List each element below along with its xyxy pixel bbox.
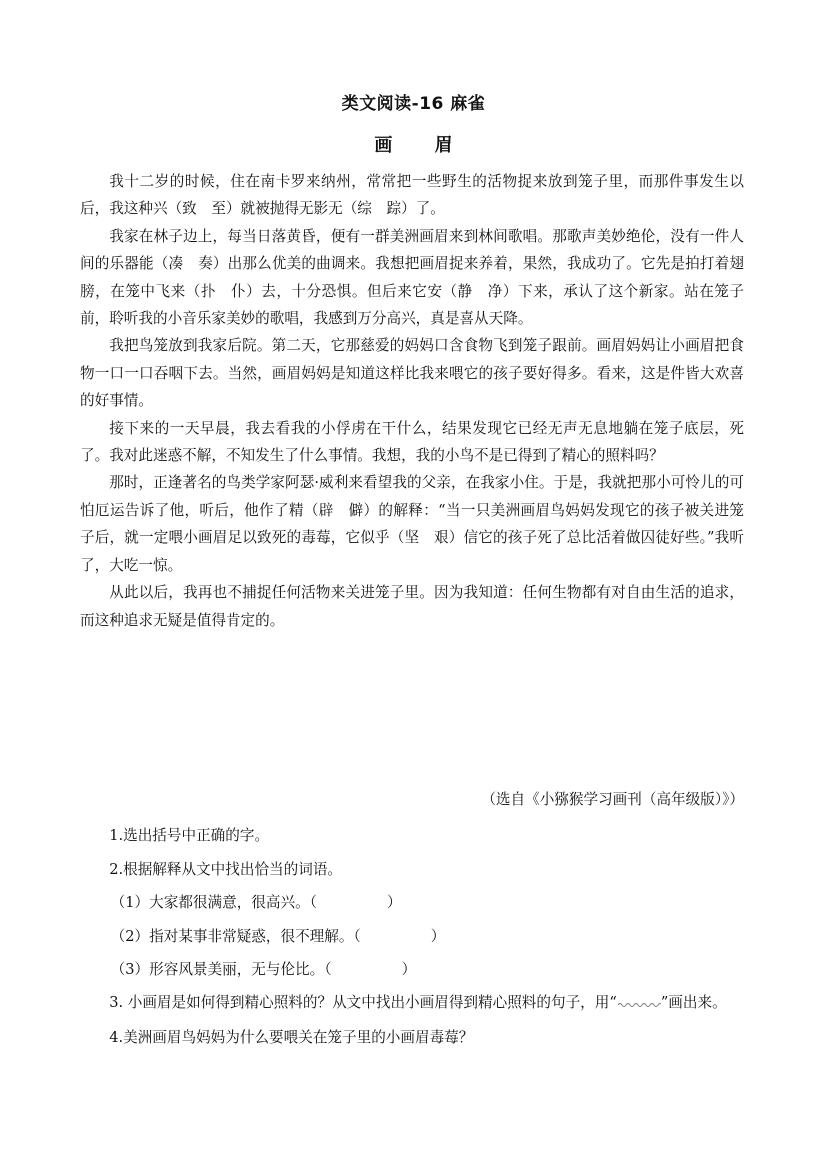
story-paragraph: 我十二岁的时候，住在南卡罗来纳州，常常把一些野生的活物捉来放到笼子里，而那件事发生以后，我这种兴（致 至）就被抛得无影无（综 踪）了。 <box>80 173 744 218</box>
question-2-item-2 <box>80 920 744 954</box>
close-paren: ） <box>401 961 417 978</box>
question-4: 4.美洲画眉鸟妈妈为什么要喂关在笼子里的小画眉毒莓？ <box>109 1029 474 1046</box>
question-list <box>80 819 744 1055</box>
question-2-item-3-text: （3）形容风景美丽，无与伦比。（ <box>110 961 332 978</box>
story-paragraph: 我家在林子边上，每当日落黄昏，便有一群美洲画眉来到林间歌唱。那歌声美妙绝伦，没有一件人间的乐器能（凑 奏）出那么优美的曲调来。我想把画眉捉来养着，果然，我成功了。它先是拍打着翅膀，在笼中飞来（扑 仆）去，十分恐惧。但后来它安（静 净）下来，承认了这个新家。站在笼子前，聆听我的小音乐家美妙的歌唱，我感到万分高兴，真是喜从天降。 <box>80 227 744 328</box>
story-paragraph: 那时，正逢著名的鸟类学家阿瑟·威利来看望我的父亲，在我家小住。于是，我就把那小可怜儿的可怕厄运告诉了他，听后，他作了精（辟 僻）的解释：“当一只美洲画眉鸟妈妈发现它的孩子被关进笼子后，就一定喂小画眉足以致死的毒莓，它似乎（坚 艰）信它的孩子死了总比活着做囚徒好些。”我听了，大吃一惊。 <box>80 474 744 574</box>
open-quote: “ <box>609 993 617 1011</box>
story-title: 画 眉 <box>374 135 471 156</box>
story-paragraph: 接下来的一天早晨，我去看我的小俘虏在干什么，结果发现它已经无声无息地躺在笼子底层，死了。我对此迷惑不解，不知发生了什么事情。我想，我的小鸟不是已得到了精心的照料吗？ <box>80 419 744 465</box>
question-2-item-1 <box>80 886 744 920</box>
question-3 <box>80 989 744 1018</box>
wavy-underline-icon <box>617 998 661 1008</box>
story-paragraph: 我把鸟笼放到我家后院。第二天，它那慈爱的妈妈口含食物飞到笼子跟前。画眉妈妈让小画眉把食物一口一口吞咽下去。当然，画眉妈妈是知道这样比我来喂它的孩子要好得多。看来，这是件皆大欢喜的好事情。 <box>80 337 744 410</box>
close-paren: ） <box>386 894 402 911</box>
question-1: 1.选出括号中正确的字。 <box>109 827 270 844</box>
question-2-item-2-text: （2）指对某事非常疑惑，很不理解。（ <box>110 927 361 945</box>
page-title: 类文阅读-16 麻雀 <box>341 94 486 114</box>
story-body <box>80 168 744 634</box>
question-2: 2.根据解释从文中找出恰当的词语。 <box>109 860 343 878</box>
question-3-text: 3. 小画眉是如何得到精心照料的？从文中找出小画眉得到精心照料的句子，用 <box>109 993 610 1011</box>
question-3-end: ”画出来。 <box>660 993 727 1011</box>
question-2-item-3 <box>80 953 744 987</box>
story-paragraph: 从此以后，我再也不捕捉任何活物来关进笼子里。因为我知道：任何生物都有对自由生活的追求，而这种追求无疑是值得肯定的。 <box>80 584 744 629</box>
source-citation: （选自《小猕猴学习画刊（高年级版）》） <box>481 791 744 808</box>
question-2-item-1-text: （1）大家都很满意，很高兴。（ <box>110 894 317 911</box>
close-paren: ） <box>430 927 446 945</box>
